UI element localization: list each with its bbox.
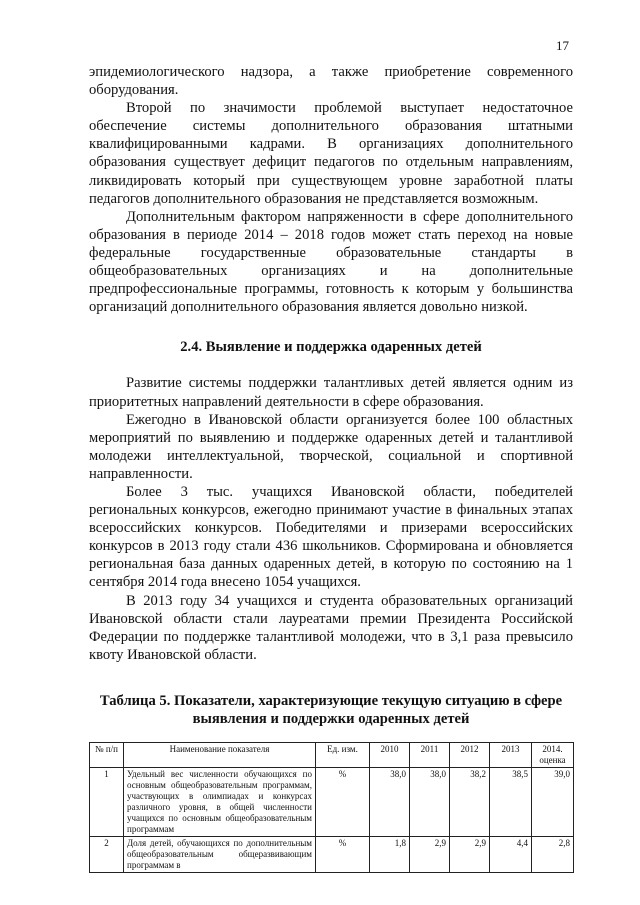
paragraph: Ежегодно в Ивановской области организуется более 100 областных мероприятий по выявлению и поддержке одаренных детей и талантливой молодежи интеллектуальной, творческой, социальной и спортивной направленности.: [89, 411, 573, 482]
table-cell: Удельный вес численности обучающихся по основным общеобразовательным программам, участвующих в олимпиадах и конкурсах различного уровня, в общей численности учащихся по основным общеобразовательным программам: [124, 767, 316, 836]
table-row: [90, 836, 574, 872]
table-cell: 39,0: [532, 767, 574, 836]
table-cell: 38,2: [450, 767, 490, 836]
table-cell: 2,9: [410, 836, 450, 872]
header-cell: 2011: [410, 742, 450, 767]
table-cell: 2,8: [532, 836, 574, 872]
header-cell: № п/п: [90, 742, 124, 767]
table-cell: 4,4: [490, 836, 532, 872]
table-cell: %: [316, 836, 370, 872]
page-number: 17: [556, 38, 569, 53]
header-cell: 2012: [450, 742, 490, 767]
section-title: 2.4. Выявление и поддержка одаренных детей: [180, 339, 482, 356]
document-body: [89, 63, 573, 873]
table-cell: %: [316, 767, 370, 836]
table-row: [90, 767, 574, 836]
table-cell: 38,0: [410, 767, 450, 836]
header-cell: 2014. оценка: [532, 742, 574, 767]
table-cell: 2: [90, 836, 124, 872]
table-title: Таблица 5. Показатели, характеризующие текущую ситуацию в сфере выявления и поддержки одаренных детей: [99, 692, 563, 727]
paragraph: Второй по значимости проблемой выступает недостаточное обеспечение системы дополнительного образования штатными квалифицированными кадрами. В организациях дополнительного образования существует дефицит педагогов по отдельным направлениям, ликвидировать который при существующем уровне заработной платы педагогов дополнительного образования не представляется возможным.: [89, 100, 573, 207]
paragraph: эпидемиологического надзора, а также приобретение современного оборудования.: [89, 64, 573, 99]
table-header-row: [90, 742, 574, 767]
header-cell: 2010: [370, 742, 410, 767]
table-cell: 1: [90, 767, 124, 836]
header-cell: Наименование показателя: [124, 742, 316, 767]
paragraph: Дополнительным фактором напряженности в сфере дополнительного образования в периоде 2014 – 2018 годов может стать переход на новые федеральные государственные образовательные стандарты в общеобразовательных организациях и на дополнительные предпрофессиональные программы, готовность к которым у большинства организаций дополнительного образования является довольно низкой.: [89, 208, 573, 316]
table-cell: 38,5: [490, 767, 532, 836]
header-cell: Ед. изм.: [316, 742, 370, 767]
paragraph: Развитие системы поддержки талантливых детей является одним из приоритетных направлений деятельности в сфере образования.: [89, 375, 573, 410]
table-cell: 38,0: [370, 767, 410, 836]
paragraph: Более 3 тыс. учащихся Ивановской области, победителей региональных конкурсов, ежегодно принимают участие в финальных этапах всероссийских конкурсов. Победителями и призерами всероссийских конкурсов в 2013 году стали 436 школьников. Сформирована и обновляется региональная база данных одаренных детей, в которую по состоянию на 1 сентября 2014 года внесено 1054 учащихся.: [89, 483, 573, 591]
paragraph: В 2013 году 34 учащихся и студента образовательных организаций Ивановской области стали лауреатами премии Президента Российской Федерации по поддержке талантливой молодежи, что в 3,1 раза превысило квоту Ивановской области.: [89, 592, 573, 663]
table-cell: Доля детей, обучающихся по дополнительным общеобразовательным общеразвивающим программам в: [124, 836, 316, 872]
indicators-table: [89, 742, 574, 873]
table-cell: 2,9: [450, 836, 490, 872]
header-cell: 2013: [490, 742, 532, 767]
table-cell: 1,8: [370, 836, 410, 872]
